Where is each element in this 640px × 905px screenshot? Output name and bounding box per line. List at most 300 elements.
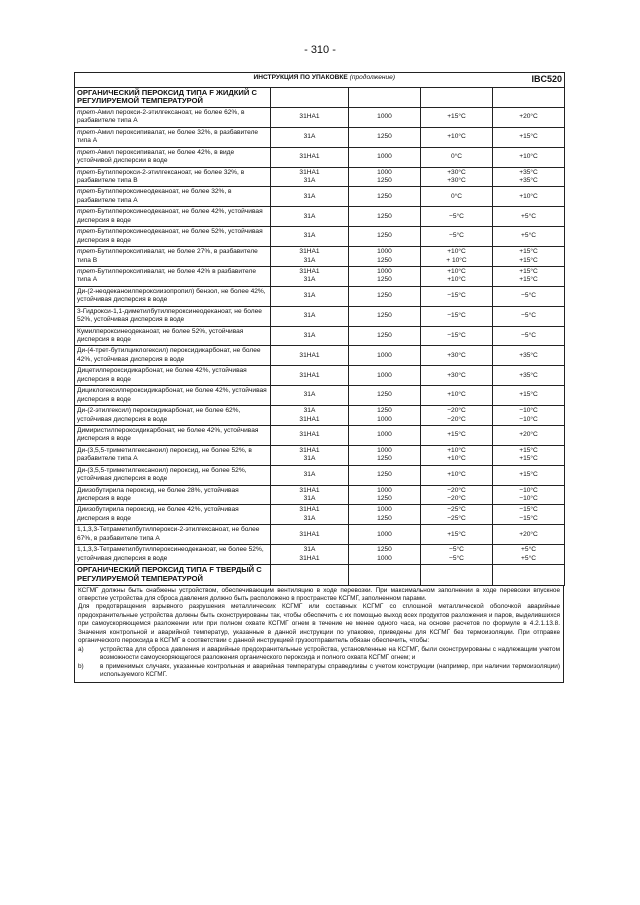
emergency-temperature-cell xyxy=(493,107,565,127)
max-quantity: 1000 xyxy=(377,152,392,160)
section-row-liquid xyxy=(75,87,565,107)
table-row xyxy=(75,266,565,286)
max-quantity-cell xyxy=(349,505,421,525)
substance-name xyxy=(75,505,271,525)
control-temperature-cell xyxy=(421,266,493,286)
ibc-type: 31A xyxy=(303,470,316,478)
emergency-temperature-cell xyxy=(493,266,565,286)
max-quantity: 1250 xyxy=(377,292,392,300)
table-row xyxy=(75,445,565,465)
substance-text: Ди-(4-трет-бутилциклогексил) пероксидикарбонат, не более 42%, устойчивая дисперсия в воде xyxy=(77,347,261,363)
max-quantity-cell xyxy=(349,107,421,127)
substance-name xyxy=(75,306,271,326)
emergency-temperature-cell xyxy=(493,326,565,346)
instruction-code: IBC520 xyxy=(531,74,563,84)
max-quantity-cell xyxy=(349,445,421,465)
substance-prefix: трет- xyxy=(77,248,98,256)
ibc-type: 31HA1 xyxy=(299,486,320,494)
ibc-type-cell xyxy=(271,306,349,326)
emergency-temperature: +5°C xyxy=(521,546,536,554)
ibc-type-cell xyxy=(271,406,349,426)
packing-instruction-table xyxy=(74,72,565,586)
instruction-continued: (продолжение) xyxy=(349,74,396,81)
packing-instruction-frame xyxy=(74,72,564,683)
substance-text: Ди-(3,5,5-триметилгексаноил) пероксид, не более 52%, в разбавителе типа А xyxy=(77,446,252,463)
substance-name xyxy=(75,545,271,565)
substance-prefix: трет- xyxy=(77,208,98,216)
substance-name xyxy=(75,346,271,366)
table-row xyxy=(75,425,565,445)
control-temperature-cell xyxy=(421,525,493,545)
ibc-type-cell xyxy=(271,167,349,187)
max-quantity: 1000 xyxy=(377,554,392,562)
max-quantity-cell xyxy=(349,187,421,207)
ibc-type-cell xyxy=(271,366,349,386)
emergency-temperature: +10°C xyxy=(519,192,538,200)
ibc-type: 31A xyxy=(303,311,316,319)
ibc-type-cell xyxy=(271,545,349,565)
ibc-type-cell xyxy=(271,485,349,505)
control-temperature: +10°C xyxy=(447,446,466,454)
substance-name xyxy=(75,485,271,505)
table-row xyxy=(75,107,565,127)
empty-cell xyxy=(271,565,349,585)
substance-text: Ди-(2-этилгексил) пероксидикарбонат, не более 62%, устойчивая дисперсия в воде xyxy=(77,407,241,423)
ibc-type-cell xyxy=(271,346,349,366)
emergency-temperature: +15°C xyxy=(519,276,538,284)
substance-name xyxy=(75,425,271,445)
emergency-temperature: −15°C xyxy=(519,506,538,514)
substance-text: Димиристилпероксидикарбонат, не более 42%, устойчивая дисперсия в воде xyxy=(77,426,259,443)
table-row xyxy=(75,127,565,147)
max-quantity-cell xyxy=(349,147,421,167)
control-temperature: +30°C xyxy=(447,177,466,185)
ibc-type: 31A xyxy=(303,276,316,284)
ibc-type-cell xyxy=(271,425,349,445)
substance-text: Амил пероксипивалат, не более 32%, в разбавителе типа А xyxy=(77,128,259,145)
emergency-temperature: +5°C xyxy=(521,212,536,220)
max-quantity-cell xyxy=(349,207,421,227)
max-quantity: 1000 xyxy=(377,431,392,439)
control-temperature-cell xyxy=(421,306,493,326)
control-temperature: +10°C xyxy=(447,470,466,478)
substance-text: Диизобутирила пероксид, не более 28%, устойчивая дисперсия в воде xyxy=(77,486,239,503)
substance-text: Бутилперокси-2-этилгексаноат, не более 32%, в разбавителе типа В xyxy=(77,168,245,185)
ibc-type: 31A xyxy=(303,495,316,503)
section-row-solid xyxy=(75,565,565,585)
ibc-type-cell xyxy=(271,465,349,485)
section-title-liquid: ОРГАНИЧЕСКИЙ ПЕРОКСИД ТИПА F ЖИДКИЙ С РЕГУЛИРУЕМОЙ ТЕМПЕРАТУРОЙ xyxy=(75,87,271,107)
substance-name xyxy=(75,147,271,167)
emergency-temperature-cell xyxy=(493,346,565,366)
table-row xyxy=(75,227,565,247)
ibc-type-cell xyxy=(271,147,349,167)
max-quantity-cell xyxy=(349,465,421,485)
emergency-temperature: +15°C xyxy=(519,455,538,463)
max-quantity: 1000 xyxy=(377,168,392,176)
emergency-temperature: +20°C xyxy=(519,530,538,538)
control-temperature-cell xyxy=(421,286,493,306)
substance-text: Ди-(2-неодеканоилпероксиизопропил) бензол, не более 42%, устойчивая дисперсия в воде xyxy=(77,287,266,304)
control-temperature-cell xyxy=(421,445,493,465)
control-temperature-cell xyxy=(421,107,493,127)
ibc-type: 31HA1 xyxy=(299,248,320,256)
control-temperature-cell xyxy=(421,326,493,346)
emergency-temperature-cell xyxy=(493,167,565,187)
ibc-type: 31A xyxy=(303,192,316,200)
control-temperature-cell xyxy=(421,247,493,267)
page-number: - 310 - xyxy=(304,44,336,56)
max-quantity-cell xyxy=(349,326,421,346)
substance-name xyxy=(75,187,271,207)
table-row xyxy=(75,525,565,545)
max-quantity-cell xyxy=(349,227,421,247)
control-temperature: −15°C xyxy=(447,292,466,300)
substance-text: Бутилпероксинеодеканоат, не более 32%, в разбавителе типа А xyxy=(77,188,232,204)
substance-text: Амил пероксипивалат, не более 42%, в виде устойчивой дисперсии в воде xyxy=(77,148,235,165)
control-temperature: −25°C xyxy=(447,506,466,514)
control-temperature: +30°C xyxy=(447,351,466,359)
ibc-type: 31A xyxy=(303,331,316,339)
notes-block xyxy=(74,586,564,683)
table-row xyxy=(75,406,565,426)
emergency-temperature-cell xyxy=(493,147,565,167)
substance-prefix: трет- xyxy=(77,267,98,275)
substance-name xyxy=(75,525,271,545)
substance-text: Диизобутирила пероксид, не более 42%, устойчивая дисперсия в воде xyxy=(77,506,239,522)
emergency-temperature-cell xyxy=(493,525,565,545)
substance-name xyxy=(75,227,271,247)
substance-prefix: трет- xyxy=(77,128,98,136)
ibc-type-cell xyxy=(271,187,349,207)
control-temperature: +10°C xyxy=(447,248,466,256)
control-temperature: −25°C xyxy=(447,514,466,522)
control-temperature: +15°C xyxy=(447,530,466,538)
max-quantity: 1250 xyxy=(377,276,392,284)
emergency-temperature: +10°C xyxy=(519,152,538,160)
list-text: устройства для сброса давления и аварийные предохранительные устройства, установленные на КСГМГ, были сконструированы с надлежащим учетом возможности самоускоряющегося разложения органического пероксида и полного охвата КСГМГ огнем; и xyxy=(100,645,560,662)
emergency-temperature-cell xyxy=(493,127,565,147)
max-quantity: 1250 xyxy=(377,311,392,319)
ibc-type: 31HA1 xyxy=(299,267,320,275)
substance-text: Бутилпероксинеодеканоат, не более 52%, устойчивая дисперсия в воде xyxy=(77,228,263,244)
emergency-temperature-cell xyxy=(493,306,565,326)
substance-name xyxy=(75,207,271,227)
emergency-temperature: −10°C xyxy=(519,486,538,494)
emergency-temperature: −15°C xyxy=(519,514,538,522)
empty-cell xyxy=(421,565,493,585)
table-row xyxy=(75,346,565,366)
control-temperature: +10°C xyxy=(447,391,466,399)
control-temperature: +30°C xyxy=(447,168,466,176)
max-quantity: 1000 xyxy=(377,415,392,423)
max-quantity-cell xyxy=(349,286,421,306)
ibc-type-cell xyxy=(271,505,349,525)
control-temperature-cell xyxy=(421,207,493,227)
max-quantity: 1250 xyxy=(377,546,392,554)
emergency-temperature: −5°C xyxy=(521,292,536,300)
max-quantity-cell xyxy=(349,485,421,505)
table-row xyxy=(75,286,565,306)
control-temperature: +10°C xyxy=(447,276,466,284)
ibc-type: 31HA1 xyxy=(299,530,320,538)
substance-name xyxy=(75,286,271,306)
emergency-temperature: −10°C xyxy=(519,495,538,503)
control-temperature: +10°C xyxy=(447,267,466,275)
emergency-temperature-cell xyxy=(493,425,565,445)
table-row xyxy=(75,306,565,326)
emergency-temperature: +15°C xyxy=(519,248,538,256)
max-quantity-cell xyxy=(349,525,421,545)
substance-name xyxy=(75,386,271,406)
emergency-temperature-cell xyxy=(493,187,565,207)
emergency-temperature: +20°C xyxy=(519,431,538,439)
notes-list-item xyxy=(78,646,560,663)
emergency-temperature: +5°C xyxy=(521,232,536,240)
emergency-temperature: +20°C xyxy=(519,113,538,121)
control-temperature: +15°C xyxy=(447,113,466,121)
ibc-type-cell xyxy=(271,266,349,286)
empty-cell xyxy=(349,565,421,585)
max-quantity: 1250 xyxy=(377,177,392,185)
substance-text: Амил перокси-2-этилгексаноат, не более 62%, в разбавителе типа А xyxy=(77,108,245,125)
substance-prefix: трет- xyxy=(77,188,98,196)
emergency-temperature: +35°C xyxy=(519,168,538,176)
max-quantity: 1250 xyxy=(377,470,392,478)
ibc-type: 31HA1 xyxy=(299,506,320,514)
ibc-type-cell xyxy=(271,326,349,346)
max-quantity: 1250 xyxy=(377,192,392,200)
ibc-type: 31A xyxy=(303,256,316,264)
emergency-temperature: +15°C xyxy=(519,133,538,141)
emergency-temperature: +35°C xyxy=(519,371,538,379)
ibc-type: 31HA1 xyxy=(299,371,320,379)
ibc-type: 31HA1 xyxy=(299,415,320,423)
max-quantity: 1250 xyxy=(377,232,392,240)
control-temperature-cell xyxy=(421,505,493,525)
control-temperature-cell xyxy=(421,485,493,505)
substance-name xyxy=(75,445,271,465)
ibc-type-cell xyxy=(271,207,349,227)
max-quantity: 1250 xyxy=(377,391,392,399)
substance-prefix: трет- xyxy=(77,148,98,156)
control-temperature: −20°C xyxy=(447,495,466,503)
emergency-temperature: +15°C xyxy=(519,446,538,454)
max-quantity: 1250 xyxy=(377,495,392,503)
substance-text: 1,1,3,3-Тетраметилбутилпероксинеодеканоат, не более 52%, устойчивая дисперсия в воде xyxy=(77,546,264,562)
max-quantity-cell xyxy=(349,386,421,406)
ibc-type: 31HA1 xyxy=(299,152,320,160)
substance-text: Дицетилпероксидикарбонат, не более 42%, устойчивая дисперсия в воде xyxy=(77,367,247,383)
max-quantity: 1000 xyxy=(377,113,392,121)
ibc-type: 31A xyxy=(303,232,316,240)
instruction-title: ИНСТРУКЦИЯ ПО УПАКОВКЕ xyxy=(253,74,348,81)
emergency-temperature: +15°C xyxy=(519,391,538,399)
ibc-type-cell xyxy=(271,286,349,306)
ibc-type: 31A xyxy=(303,391,316,399)
ibc-type: 31A xyxy=(303,514,316,522)
ibc-type: 31A xyxy=(303,212,316,220)
substance-name xyxy=(75,406,271,426)
control-temperature-cell xyxy=(421,545,493,565)
max-quantity: 1250 xyxy=(377,133,392,141)
notes-list-item xyxy=(78,663,560,680)
max-quantity: 1250 xyxy=(377,256,392,264)
control-temperature: −15°C xyxy=(447,331,466,339)
control-temperature: 0°C xyxy=(450,152,463,160)
ibc-type: 31A xyxy=(303,292,316,300)
control-temperature-cell xyxy=(421,366,493,386)
ibc-type: 31A xyxy=(303,546,316,554)
table-header-row xyxy=(75,73,565,88)
table-row xyxy=(75,187,565,207)
substance-name xyxy=(75,366,271,386)
ibc-type: 31A xyxy=(303,407,316,415)
substance-name xyxy=(75,127,271,147)
max-quantity: 1000 xyxy=(377,506,392,514)
emergency-temperature: −5°C xyxy=(521,331,536,339)
emergency-temperature: +15°C xyxy=(519,470,538,478)
control-temperature: +15°C xyxy=(447,431,466,439)
substance-name xyxy=(75,247,271,267)
notes-paragraph-1: КСГМГ должны быть снабжены устройством, обеспечивающим вентиляцию в ходе перевозки. При максимальном заполнении в ходе перевозки впускное отверстие устройства для сброса давления должно быть расположено в пространстве КСГМГ, заполненном парами. xyxy=(78,586,560,602)
table-header-cell xyxy=(75,73,565,88)
max-quantity-cell xyxy=(349,167,421,187)
control-temperature-cell xyxy=(421,406,493,426)
max-quantity: 1000 xyxy=(377,351,392,359)
ibc-type-cell xyxy=(271,127,349,147)
emergency-temperature: −5°C xyxy=(521,311,536,319)
max-quantity: 1000 xyxy=(377,267,392,275)
max-quantity-cell xyxy=(349,406,421,426)
max-quantity-cell xyxy=(349,366,421,386)
substance-text: 3-Гидрокси-1,1-диметилбутилпероксинеодеканоат, не более 52%, устойчивая дисперсия в воде xyxy=(77,307,262,324)
list-text: в применимых случаях, указанные контрольная и аварийная температуры справедливы с учетом конструкции (например, при наличии термоизоляции) используемого КСГМГ. xyxy=(100,662,560,679)
control-temperature: + 10°C xyxy=(446,256,467,264)
control-temperature: −5°C xyxy=(449,554,464,562)
substance-text: Бутилпероксипивалат, не более 42% в разбавителе типа А xyxy=(77,267,257,284)
ibc-type-cell xyxy=(271,247,349,267)
max-quantity: 1250 xyxy=(377,455,392,463)
ibc-type: 31HA1 xyxy=(299,446,320,454)
emergency-temperature-cell xyxy=(493,286,565,306)
ibc-type: 31A xyxy=(303,455,316,463)
list-marker: b) xyxy=(78,662,84,670)
substance-text: Бутилпероксинеодеканоат, не более 42%, устойчивая дисперсия в воде xyxy=(77,208,263,224)
max-quantity-cell xyxy=(349,306,421,326)
ibc-type: 31A xyxy=(303,133,316,141)
control-temperature: −5°C xyxy=(449,546,464,554)
control-temperature-cell xyxy=(421,127,493,147)
substance-text: Ди-(3,5,5-триметилгексаноил) пероксид, не более 52%, устойчивая дисперсия в воде xyxy=(77,466,247,483)
emergency-temperature-cell xyxy=(493,406,565,426)
control-temperature-cell xyxy=(421,227,493,247)
table-row xyxy=(75,366,565,386)
emergency-temperature-cell xyxy=(493,505,565,525)
ibc-type: 31HA1 xyxy=(299,113,320,121)
max-quantity: 1250 xyxy=(377,514,392,522)
ibc-type: 31HA1 xyxy=(299,168,320,176)
control-temperature-cell xyxy=(421,425,493,445)
max-quantity: 1250 xyxy=(377,407,392,415)
table-row xyxy=(75,247,565,267)
control-temperature: +30°C xyxy=(447,371,466,379)
control-temperature: +10°C xyxy=(447,133,466,141)
control-temperature: −5°C xyxy=(449,212,464,220)
ibc-type-cell xyxy=(271,386,349,406)
control-temperature-cell xyxy=(421,465,493,485)
section-title-solid: ОРГАНИЧЕСКИЙ ПЕРОКСИД ТИПА F ТВЕРДЫЙ С РЕГУЛИРУЕМОЙ ТЕМПЕРАТУРОЙ xyxy=(75,565,271,585)
emergency-temperature-cell xyxy=(493,227,565,247)
control-temperature-cell xyxy=(421,346,493,366)
control-temperature: −20°C xyxy=(447,486,466,494)
control-temperature-cell xyxy=(421,187,493,207)
max-quantity-cell xyxy=(349,425,421,445)
substance-text: 1,1,3,3-Тетраметилбутилперокси-2-этилгексаноат, не более 67%, в разбавителе типа А xyxy=(77,526,260,542)
control-temperature-cell xyxy=(421,386,493,406)
substance-prefix: трет- xyxy=(77,108,98,116)
control-temperature: −15°C xyxy=(447,311,466,319)
substance-name xyxy=(75,107,271,127)
emergency-temperature-cell xyxy=(493,465,565,485)
control-temperature: 0°C xyxy=(450,192,463,200)
ibc-type-cell xyxy=(271,107,349,127)
control-temperature: −5°C xyxy=(449,232,464,240)
ibc-type: 31HA1 xyxy=(299,351,320,359)
table-row xyxy=(75,465,565,485)
max-quantity-cell xyxy=(349,545,421,565)
table-row xyxy=(75,386,565,406)
control-temperature-cell xyxy=(421,167,493,187)
table-row xyxy=(75,545,565,565)
emergency-temperature-cell xyxy=(493,485,565,505)
table-row xyxy=(75,167,565,187)
substance-text: Дициклогексилпероксидикарбонат, не более 42%, устойчивая дисперсия в воде xyxy=(77,387,267,403)
emergency-temperature-cell xyxy=(493,247,565,267)
substance-prefix: трет- xyxy=(77,228,98,236)
ibc-type-cell xyxy=(271,227,349,247)
ibc-type-cell xyxy=(271,445,349,465)
substance-name xyxy=(75,266,271,286)
ibc-type: 31A xyxy=(303,177,316,185)
substance-name xyxy=(75,326,271,346)
table-row xyxy=(75,485,565,505)
substance-text: Кумилпероксинеодеканоат, не более 52%, устойчивая дисперсия в воде xyxy=(77,327,244,344)
emergency-temperature-cell xyxy=(493,366,565,386)
substance-prefix: трет- xyxy=(77,168,98,176)
max-quantity: 1000 xyxy=(377,248,392,256)
control-temperature: −20°C xyxy=(447,407,466,415)
emergency-temperature-cell xyxy=(493,545,565,565)
control-temperature-cell xyxy=(421,147,493,167)
list-marker: a) xyxy=(78,645,84,653)
max-quantity: 1250 xyxy=(377,212,392,220)
notes-paragraph-2: Для предотвращения взрывного разрушения металлических КСГМГ или составных КСГМГ со сплошной металлической оболочкой аварийные предохранительные устройства должны быть сконструированы так, чтобы обеспечить с их помощью выход всех продуктов разложения и паров, выделившихся при самоускоряющемся разложении или при полном охвате КСГМГ огнем в течение не менее одного часа, на основе расчетов по формуле в 4.2.1.13.8. Значения контрольной и аварийной температур, указанные в данной инструкции по упаковке, приведены для КСГМГ без термоизоляции. При отправке органического пероксида в КСГМГ в соответствии с данной инструкцией грузоотправитель обязан обеспечить, чтобы: xyxy=(78,603,560,645)
table-row xyxy=(75,147,565,167)
ibc-type-cell xyxy=(271,525,349,545)
emergency-temperature: +35°C xyxy=(519,177,538,185)
substance-name xyxy=(75,465,271,485)
max-quantity-cell xyxy=(349,266,421,286)
max-quantity: 1000 xyxy=(377,446,392,454)
emergency-temperature-cell xyxy=(493,207,565,227)
empty-cell xyxy=(493,565,565,585)
table-row xyxy=(75,326,565,346)
max-quantity-cell xyxy=(349,127,421,147)
emergency-temperature: +15°C xyxy=(519,256,538,264)
control-temperature: −20°C xyxy=(447,415,466,423)
substance-name xyxy=(75,167,271,187)
